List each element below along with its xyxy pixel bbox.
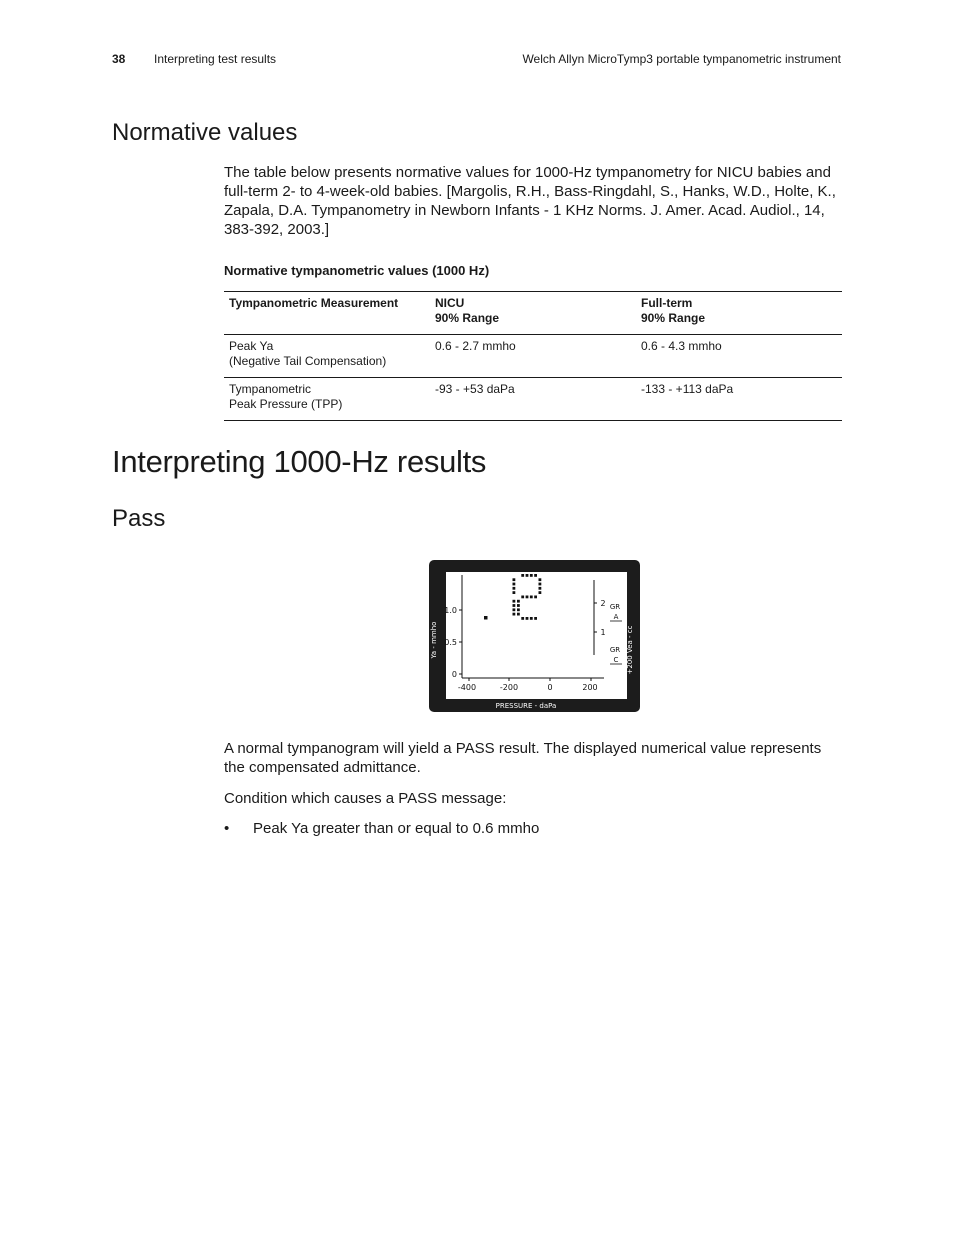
normative-values-table: [224, 291, 842, 421]
segment-pixel: [534, 596, 537, 599]
interpreting-heading: Interpreting 1000-Hz results: [112, 444, 487, 479]
segment-pixel: [517, 608, 520, 611]
segment-pixel: [530, 596, 533, 599]
x-tick-label: 0: [547, 683, 553, 692]
cell-fullterm: -133 - +113 daPa: [641, 382, 734, 396]
segment-pixel: [521, 574, 524, 577]
tympanometer-display: [429, 560, 640, 712]
normative-intro-paragraph: The table below presents normative values for 1000-Hz tympanometry for NICU babies and full-term 2- to 4-week-old babies. [Margolis, R.H., Bass-Ringdahl, S., Hanks, W.D., Holte, K., Zapala, D.A. Tympanometry in Newborn Infants - 1 KHz Norms. J. Amer. Acad. Audiol., 14, 383-392, 2003.]: [224, 164, 836, 238]
running-document-title: Welch Allyn MicroTymp3 portable tympanometric instrument: [522, 52, 841, 66]
pass-heading: Pass: [112, 505, 166, 532]
segment-pixel: [534, 617, 537, 620]
segment-pixel: [513, 608, 516, 611]
segment-pixel: [513, 613, 516, 616]
cell-fullterm: 0.6 - 4.3 mmho: [641, 339, 722, 353]
vea-tick-label: 1: [600, 628, 606, 637]
running-section-title: Interpreting test results: [154, 52, 277, 66]
x-axis-label: PRESSURE - daPa: [495, 702, 557, 710]
table-row: [224, 335, 842, 378]
decimal-point: [484, 616, 488, 620]
x-tick-label: -400: [457, 683, 477, 692]
segment-pixel: [513, 583, 516, 586]
segment-pixel: [539, 578, 542, 581]
segment-pixel: [534, 574, 537, 577]
y-axis-label: Ya - mmho: [430, 621, 438, 659]
pass-condition-paragraph: Condition which causes a PASS message:: [224, 790, 507, 807]
gr-a-label: GR: [609, 603, 621, 611]
vea-tick-label: 2: [600, 599, 606, 608]
segment-pixel: [513, 578, 516, 581]
segment-pixel: [539, 591, 542, 594]
table-header-row: [224, 292, 842, 335]
cell-nicu: -93 - +53 daPa: [435, 382, 515, 396]
segment-pixel: [539, 587, 542, 590]
y-tick-label: 0: [451, 670, 457, 679]
cell-measurement: Peak Ya (Negative Tail Compensation): [229, 339, 387, 368]
y-tick-label: 1.0: [444, 606, 457, 615]
gr-c-value: C: [613, 656, 619, 664]
segment-pixel: [517, 604, 520, 607]
y-tick-label: 0.5: [444, 638, 457, 647]
table-caption: Normative tympanometric values (1000 Hz): [224, 263, 490, 278]
pass-description-paragraph: A normal tympanogram will yield a PASS result. The displayed numerical value represents the compensated admittance.: [224, 740, 822, 776]
column-header-nicu: NICU 90% Range: [435, 296, 500, 325]
x-tick-label: -200: [499, 683, 519, 692]
cell-nicu: 0.6 - 2.7 mmho: [435, 339, 516, 353]
segment-pixel: [513, 600, 516, 603]
segment-pixel: [513, 604, 516, 607]
segment-pixel: [513, 591, 516, 594]
column-header-fullterm: Full-term 90% Range: [641, 296, 706, 325]
bullet-icon: •: [224, 820, 230, 837]
segment-pixel: [513, 587, 516, 590]
page-number: 38: [112, 52, 126, 66]
bullet-text: Peak Ya greater than or equal to 0.6 mmho: [253, 820, 540, 837]
segment-pixel: [526, 574, 529, 577]
segment-pixel: [526, 596, 529, 599]
segment-pixel: [521, 596, 524, 599]
segment-pixel: [539, 583, 542, 586]
cell-measurement: Tympanometric Peak Pressure (TPP): [229, 382, 343, 411]
gr-c-label: GR: [609, 646, 621, 654]
table-row: [224, 378, 842, 421]
segment-pixel: [521, 617, 524, 620]
segment-pixel: [526, 617, 529, 620]
column-header-measurement: Tympanometric Measurement: [229, 296, 399, 310]
gr-a-value: A: [613, 613, 619, 621]
segment-pixel: [517, 600, 520, 603]
segment-pixel: [517, 613, 520, 616]
normative-values-heading: Normative values: [112, 119, 298, 146]
segment-pixel: [530, 617, 533, 620]
segment-pixel: [530, 574, 533, 577]
x-tick-label: 200: [582, 683, 598, 692]
vea-axis-label: +200 Vea - cc: [626, 625, 634, 675]
